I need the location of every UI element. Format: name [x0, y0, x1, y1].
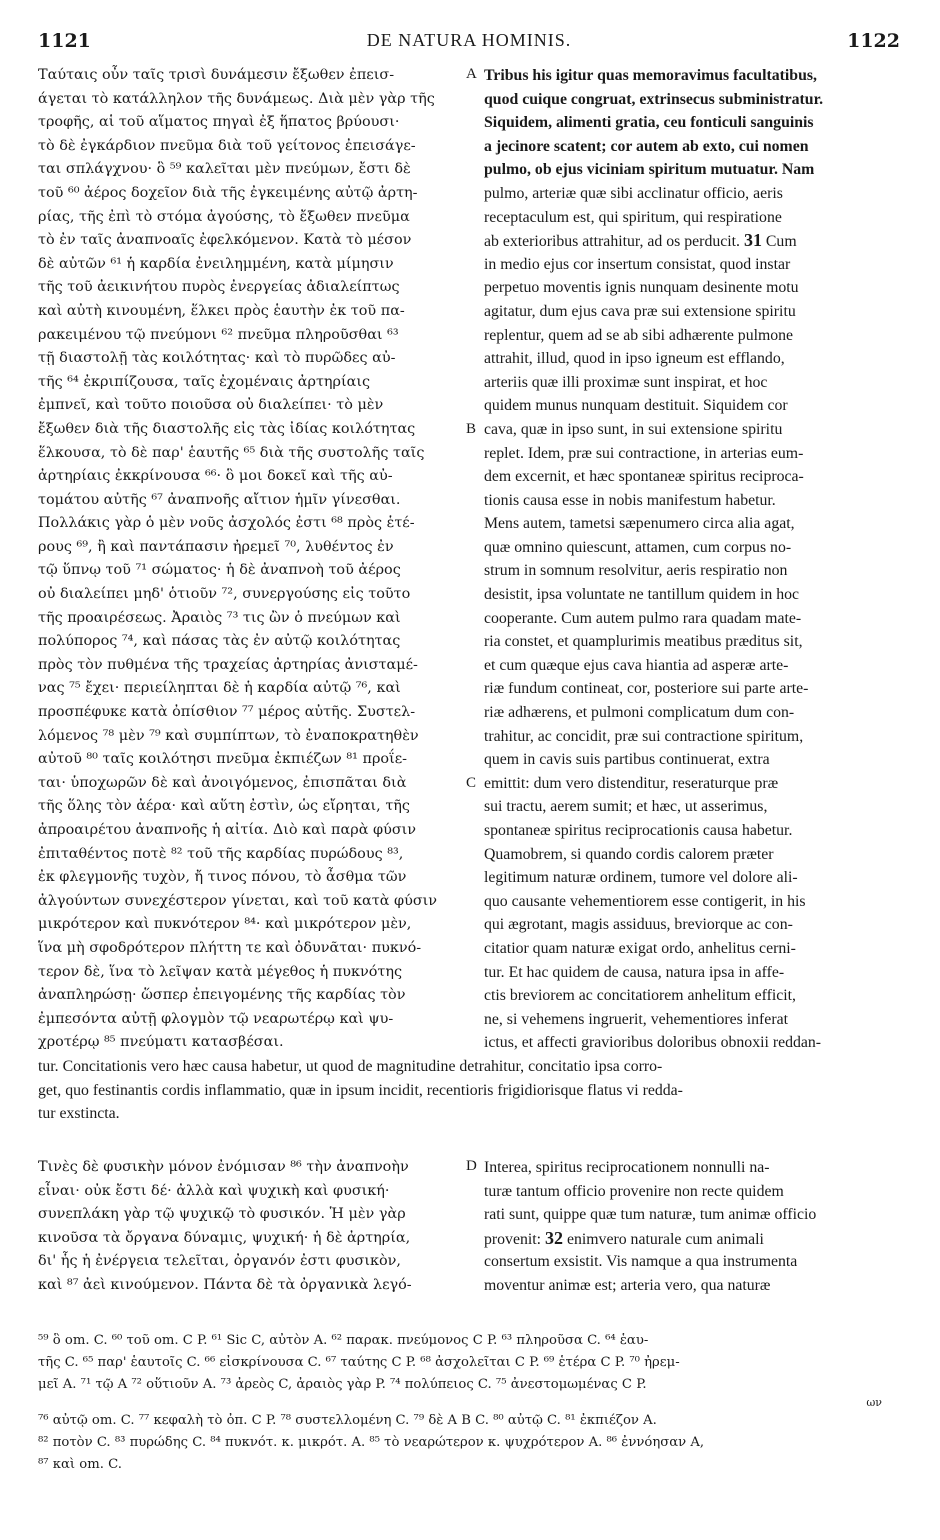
footnote-line: μεῖ A. ⁷¹ τῷ A ⁷² οὕτιοῦν A. ⁷³ ἀρεὸς C, ἀραιὸς γὰρ P. ⁷⁴ πολύπειος C. ⁷⁵ ἀνεστομωμένας C P.	[38, 1377, 647, 1392]
latin-line-with-section-32	[484, 1227, 902, 1251]
greek-line: κινοῦσα τὰ ὄργανα δύναμις, ψυχική· ἡ δὲ ἀρτηρία,	[38, 1229, 411, 1246]
latin-line: pulmo, arteriæ quæ sibi acclinatur officio, aeris	[484, 184, 783, 202]
latin-line: dem excernit, et hæc spontaneæ spiritus reciproca-	[484, 468, 804, 486]
latin-line: cooperante. Cum autem pulmo rara quadam mate-	[484, 609, 802, 627]
latin-line: rati sunt, quippe quæ tum naturæ, tum animæ officio	[484, 1206, 817, 1224]
footnote-line: ων	[866, 1396, 882, 1409]
greek-line: ἀλγούντων συνεχέστερον γίνεται, καὶ τοῦ κατὰ φύσιν	[38, 892, 438, 909]
latin-full-line: tur. Concitationis vero hæc causa habetur, ut quod de magnitudine detrahitur, concitatio ipsa corro-	[38, 1058, 663, 1075]
latin-line: ctis breviorem ac concitatiorem anhelitum efficit,	[484, 987, 797, 1005]
latin-line: replentur, quem ad se ab sibi adhærente pulmone	[484, 326, 794, 344]
latin-line: quo causante vehementiorem esse contigerit, in his	[484, 892, 806, 910]
latin-line: quem in cavis suis partibus continuerat, extra	[484, 751, 770, 769]
latin-line: citatior quam naturæ exigat ordo, anhelitus cerni-	[484, 939, 796, 957]
greek-line: ρακειμένου τῷ πνεύμονι ⁶² πνεῦμα πληροῦσθαι ⁶³	[38, 326, 399, 343]
latin-line: tur. Et hac quidem de causa, natura ipsa in affe-	[484, 963, 785, 981]
latin-line: emittit: dum vero distenditur, reseraturque præ	[484, 774, 779, 792]
latin-line: tionis causa esse in nobis manifestum habetur.	[484, 491, 776, 509]
latin-line: trahitur, ac concidit, præ sui contractione spiritum,	[484, 727, 804, 745]
greek-line: καὶ ⁸⁷ ἀεὶ κινούμενον. Πάντα δὲ τὰ ὀργανικὰ λεγό-	[38, 1276, 412, 1293]
greek-line: δὲ αὐτῶν ⁶¹ ἡ καρδία ἐνειλημμένη, κατὰ μίμησιν	[38, 255, 394, 272]
section-number-31: 31	[743, 230, 762, 251]
latin-line: turæ tantum officio provenire non recte quidem	[484, 1182, 784, 1200]
greek-line: δι' ἧς ἡ ἐνέργεια τελεῖται, ὀργανόν ἐστι φυσικὸν,	[38, 1253, 401, 1270]
greek-line: εἶναι· οὐκ ἔστι δέ· ἀλλὰ καὶ ψυχικὴ καὶ φυσική·	[38, 1182, 390, 1199]
footnote-line: τῆς C. ⁶⁵ παρ' ἑαυτοῖς C. ⁶⁶ εἰσκρίνουσα C. ⁶⁷ ταύτης C P. ⁶⁸ ἀσχολεῖται C P. ⁶⁹ ἑτέρα C P. ⁷⁰ ἠρεμ-	[38, 1355, 680, 1370]
latin-line: desistit, ipsa voluntate ne tantillum quidem in hoc	[484, 586, 800, 604]
greek-line: Ταύταις οὖν ταῖς τρισὶ δυνάμεσιν ἔξωθεν ἐπεισ-	[38, 67, 395, 83]
greek-line: ἐκ φλεγμονῆς τυχὸν, ἤ τινος πόνου, τὸ ἆσθμα τῶν	[38, 869, 407, 886]
greek-line: Τινὲς δὲ φυσικὴν μόνον ἐνόμισαν ⁸⁶ τὴν ἀναπνοὴν	[38, 1159, 409, 1175]
greek-line: πρὸς τὸν πυθμένα τῆς τραχείας ἀρτηρίας ἀνισταμέ-	[38, 656, 418, 673]
latin-line: spontaneæ spiritus reciprocationis causa habetur.	[484, 822, 793, 839]
greek-line: ἐμπνεῖ, καὶ τοῦτο ποιοῦσα οὐ διαλείπει· τὸ μὲν	[38, 397, 384, 414]
margin-letter-a: A	[466, 66, 477, 82]
greek-line: καὶ αὐτὴ κινουμένη, ἕλκει πρὸς ἑαυτὴν ἐκ τοῦ πα-	[38, 302, 405, 319]
section-32-text: enimvero naturale cum animali	[566, 1230, 764, 1248]
greek-line: τερον δὲ, ἵνα τὸ λεῖψαν κατὰ μέγεθος ἡ πυκνότης	[38, 963, 403, 980]
greek-line: ἀναπληρώσῃ· ὥσπερ ἐπειγομένης τῆς καρδίας τὸν	[38, 987, 406, 1004]
greek-line: τροφῆς, αἱ τοῦ αἵματος πηγαὶ ἐξ ἥπατος βρύουσι·	[38, 114, 400, 131]
latin-line: a jecinore scatent; cor autem ab exto, cui nomen	[484, 137, 809, 155]
margin-letter-d: D	[466, 1158, 477, 1174]
footnote-line: ⁸² ποτὸν C. ⁸³ πυρώδης C. ⁸⁴ πυκνότ. κ. μικρότ. A. ⁸⁵ τὸ νεαρώτερον κ. ψυχρότερον A. ⁸⁶ ἐννόησαν A,	[38, 1435, 705, 1450]
page-number-right: 1122	[847, 30, 900, 52]
greek-line: χροτέρῳ ⁸⁵ πνεύματι κατασβέσαι.	[38, 1034, 284, 1051]
latin-full-line: tur exstincta.	[38, 1105, 120, 1123]
latin-column-top	[484, 64, 902, 1055]
greek-line: τῷ ὕπνῳ τοῦ ⁷¹ σώματος· ἡ δὲ ἀναπνοὴ τοῦ ἀέρος	[38, 562, 401, 579]
greek-line: ἐπιταθέντος ποτὲ ⁸² τοῦ τῆς καρδίας πυρώδους ⁸³,	[38, 845, 404, 862]
latin-line: quod cuique congruat, extrinsecus subministratur.	[484, 90, 824, 108]
latin-line: sui tractu, aerem sumit; et hæc, ut asserimus,	[484, 798, 768, 816]
greek-line: τὸ δὲ ἐγκάρδιον πνεῦμα διὰ τοῦ γείτονος ἐπεισάγε-	[38, 137, 416, 154]
latin-line: replet. Idem, præ sui contractione, in arterias eum-	[484, 444, 804, 462]
latin-line: moventur animæ est; arteria vero, qua naturæ	[484, 1276, 771, 1294]
greek-line: τῆς ⁶⁴ ἐκριπίζουσα, ταῖς ἐχομέναις ἀρτηρίαις	[38, 373, 371, 390]
latin-line: legitimum naturæ ordinem, tumore vel dolore ali-	[484, 869, 798, 887]
greek-column-bottom	[38, 1156, 462, 1298]
latin-line: consertum exsistit. Vis namque a qua instrumenta	[484, 1253, 798, 1271]
greek-line: τῆς ὅλης τὸν ἀέρα· καὶ αὕτη ἐστὶν, ὡς εἴρηται, τῆς	[38, 798, 410, 815]
greek-line: ται· ὑποχωρῶν δὲ καὶ ἀνοιγόμενος, ἐπισπᾶται διὰ	[38, 774, 407, 791]
latin-line: agitatur, dum ejus cava præ sui extensione spiritu	[484, 302, 796, 320]
greek-line: αὐτοῦ ⁸⁰ ταῖς κοιλότησι πνεῦμα ἐκπιέζων ⁸¹ προΐε-	[38, 751, 408, 768]
latin-line: in medio ejus cor insertum consistat, quod instar	[484, 255, 791, 273]
greek-line: τῆς τοῦ ἀεικινήτου πυρὸς ἐνεργείας ἀδιαλείπτως	[38, 279, 400, 296]
latin-line: riæ adhærens, et pulmoni complicatum dum con-	[484, 704, 795, 722]
margin-letter-c: C	[466, 775, 477, 791]
section-31-text: Cum	[765, 233, 797, 251]
latin-line: cava, quæ in ipso sunt, in sui extensione spiritu	[484, 420, 783, 438]
greek-line: προσπέφυκε κατὰ ὀπίσθιον ⁷⁷ μέρος αὐτῆς. Συστελ-	[38, 704, 416, 721]
latin-line: Siquidem, alimenti gratia, ceu fonticuli sanguinis	[484, 114, 814, 132]
latin-line-text: provenit:	[484, 1230, 542, 1248]
greek-line: ρους ⁶⁹, ἢ καὶ παντάπασιν ἠρεμεῖ ⁷⁰, λυθέντος ἐν	[38, 538, 394, 555]
greek-line: πολύπορος ⁷⁴, καὶ πάσας τὰς ἐν αὐτῷ κοιλότητας	[38, 633, 401, 650]
footnote-line: ⁸⁷ καὶ om. C.	[38, 1457, 122, 1472]
greek-line: ἀπροαιρέτου ἀναπνοῆς ἡ αἰτία. Διὸ καὶ παρὰ φύσιν	[38, 822, 417, 838]
latin-line: pulmo, ob ejus viciniam spiritum mutuatur. Nam	[484, 161, 815, 179]
latin-line-text: ab exterioribus attrahitur, ad os perducit.	[484, 233, 740, 251]
page-header	[38, 30, 900, 56]
latin-line: riæ fundum contineat, cor, posteriore sui parte arte-	[484, 680, 809, 698]
greek-line: τῇ διαστολῇ τὰς κοιλότητας· καὶ τὸ πυρῶδες αὐ-	[38, 350, 396, 367]
greek-line: τοῦ ⁶⁰ ἀέρος δοχεῖον διὰ τῆς ἐγκειμένης αὐτῷ ἀρτη-	[38, 184, 418, 201]
footnote-line: ⁵⁹ ὃ om. C. ⁶⁰ τοῦ om. C P. ⁶¹ Sic C, αὐτὸν A. ⁶² παρακ. πνεύμονος C P. ⁶³ πληροῦσα C. ⁶⁴ ἑαυ-	[38, 1333, 649, 1348]
latin-line: quidem munus nunquam destituit. Siquidem cor	[484, 397, 788, 415]
greek-line: μικρότερον καὶ πυκνότερον ⁸⁴· καὶ μικρότερον μὲν,	[38, 916, 412, 933]
page-number-left: 1121	[38, 30, 91, 52]
latin-line: strum in somnum resolvitur, aeris respiratio non	[484, 562, 788, 580]
greek-line: ται σπλάγχνου· ὃ ⁵⁹ καλεῖται μὲν πνεύμων, ἔστι δὲ	[38, 161, 411, 178]
running-title: DE NATURA HOMINIS.	[366, 30, 572, 50]
latin-line: ne, si vehemens ingruerit, vehementiores inferat	[484, 1010, 788, 1028]
latin-line: receptaculum est, qui spiritum, qui respiratione	[484, 208, 782, 226]
latin-line: arteriis quæ illi proximæ sunt inspirat, et hoc	[484, 373, 768, 391]
latin-line: perpetuo moventis ignis nunquam desinente motu	[484, 279, 799, 297]
latin-line: qui ægrotant, magis assiduus, breviorque ac con-	[484, 916, 793, 934]
greek-line: τὸ ἐν ταῖς ἀναπνοαῖς ἐφελκόμενον. Κατὰ τὸ μέσον	[38, 232, 412, 249]
greek-line: νας ⁷⁵ ἔχει· περιείληπται δὲ ἡ καρδία αὐτῷ ⁷⁶, καὶ	[38, 680, 401, 697]
section-number-32: 32	[545, 1227, 563, 1248]
latin-column-bottom	[484, 1156, 902, 1298]
greek-line: ἐμπεσόντα αὐτῇ φλογμὸν τῷ νεαρωτέρῳ καὶ ψυ-	[38, 1010, 394, 1027]
latin-line-with-section-31	[484, 229, 902, 253]
greek-line: ἔξωθεν διὰ τῆς διαστολῆς εἰς τὰς ἰδίας κοιλότητας	[38, 420, 416, 437]
footnote-line: ⁷⁶ αὐτῷ om. C. ⁷⁷ κεφαλὴ τὸ ὀπ. C P. ⁷⁸ συστελλομένη C. ⁷⁹ δὲ A B C. ⁸⁰ αὐτῷ C. ⁸¹ ἐκπιέζον A.	[38, 1413, 657, 1428]
greek-column-top	[38, 64, 462, 1055]
margin-letter-b: B	[466, 421, 477, 437]
latin-line: ria constet, et quamplurimis meatibus præditus sit,	[484, 633, 803, 651]
greek-line: τομάτου αὐτῆς ⁶⁷ ἀναπνοῆς αἴτιον ἡμῖν γίνεσθαι.	[38, 491, 401, 508]
greek-line: λόμενος ⁷⁸ μὲν ⁷⁹ καὶ συμπίπτων, τὸ ἐναποκρατηθὲν	[38, 727, 419, 744]
latin-full-line: get, quo festinantis cordis inflammatio, quæ in ipsum incidit, recentioris frigidiorisque flatus vi redda-	[38, 1081, 683, 1099]
latin-line: quæ omnino quiescunt, attamen, cum corpus no-	[484, 538, 792, 556]
latin-line: et cum quæque ejus cava hiantia ad asperæ arte-	[484, 656, 789, 674]
greek-line: ρίας, τῆς ἐπὶ τὸ στόμα ἀγούσης, τὸ ἔξωθεν πνεῦμα	[38, 208, 410, 225]
greek-line: Πολλάκις γὰρ ὁ μὲν νοῦς ἀσχολός ἐστι ⁶⁸ πρὸς ἑτέ-	[38, 515, 415, 532]
greek-line: ἕλκουσα, τὸ δὲ παρ' ἑαυτῆς ⁶⁵ διὰ τῆς συστολῆς ταῖς	[38, 444, 425, 461]
latin-line: Interea, spiritus reciprocationem nonnulli na-	[484, 1159, 770, 1176]
latin-full-width	[38, 1055, 902, 1126]
greek-line: οὐ διαλείπει μηδ' ὁτιοῦν ⁷², συνεργούσης εἰς τοῦτο	[38, 586, 411, 603]
latin-line: ictus, et affecti gravioribus doloribus obnoxii reddan-	[484, 1034, 822, 1052]
latin-line: Mens autem, tametsi sæpenumero circa alia agat,	[484, 515, 795, 533]
greek-line: ἀρτηρίαις ἐκκρίνουσα ⁶⁶· ὃ μοι δοκεῖ καὶ τῆς αὐ-	[38, 468, 393, 485]
greek-line: άγεται τὸ κατάλληλον τῆς δυνάμεως. Διὰ μὲν γὰρ τῆς	[38, 90, 435, 107]
latin-line: Tribus his igitur quas memoravimus facultatibus,	[484, 67, 817, 84]
footnotes	[38, 1330, 902, 1476]
greek-line: ἵνα μὴ σφοδρότερον πλήττη τε καὶ ὀδυνᾶται· πυκνό-	[38, 939, 422, 956]
latin-line: attrahit, illud, quod in ipso igneum est efflando,	[484, 350, 785, 368]
latin-line: Quamobrem, si quando cordis calorem præter	[484, 845, 774, 863]
greek-line: συνεπλάκη γὰρ τῷ ψυχικῷ τὸ φυσικόν. Ἡ μὲν γὰρ	[38, 1206, 406, 1223]
greek-line: τῆς προαιρέσεως. Ἀραιὸς ⁷³ τις ὢν ὁ πνεύμων καὶ	[38, 609, 401, 626]
